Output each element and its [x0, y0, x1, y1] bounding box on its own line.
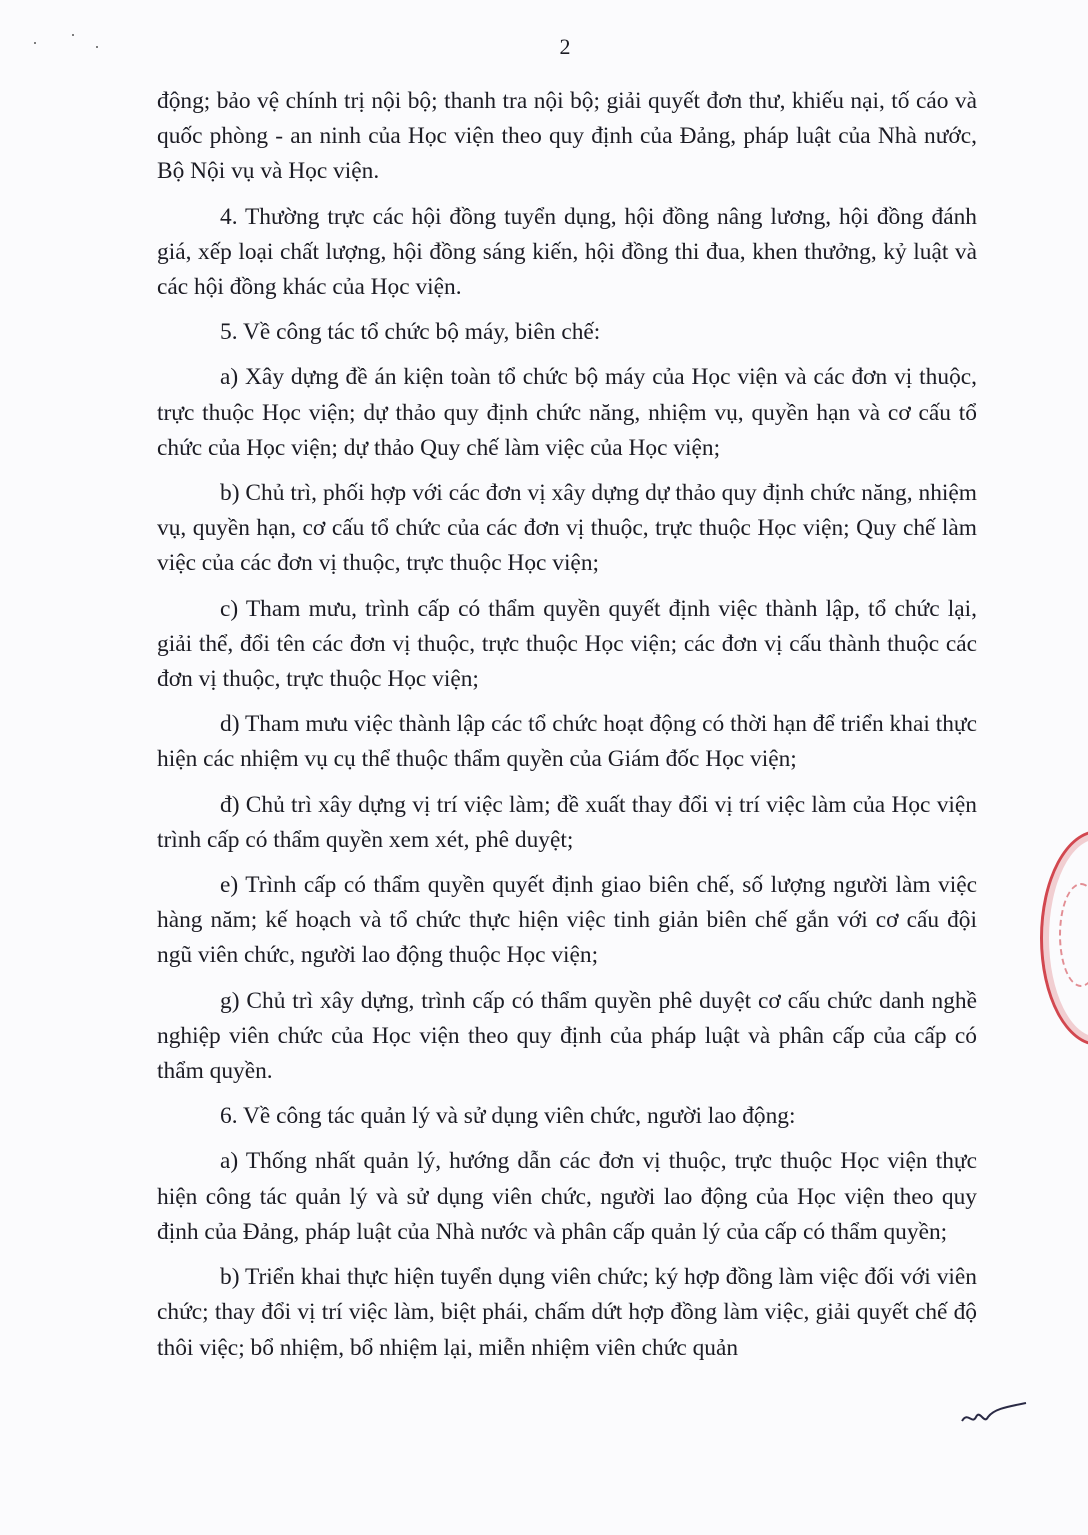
paragraph: c) Tham mưu, trình cấp có thẩm quyền quyết định việc thành lập, tổ chức lại, giải thể, đổi tên các đơn vị thuộc, trực thuộc Học viện; các đơn vị cấu thành thuộc các đơn vị thuộc, trực thuộc Học viện; — [157, 595, 977, 693]
paragraph: 5. Về công tác tổ chức bộ máy, biên chế: — [220, 319, 601, 346]
signature-mark — [958, 1395, 1028, 1435]
paragraph: đ) Chủ trì xây dựng vị trí việc làm; đề xuất thay đổi vị trí việc làm của Học viện trình cấp có thẩm quyền xem xét, phê duyệt; — [157, 791, 977, 853]
red-seal-stamp — [1040, 830, 1088, 1046]
paragraph: a) Thống nhất quản lý, hướng dẫn các đơn vị thuộc, trực thuộc Học viện thực hiện công tác quản lý và sử dụng viên chức, người lao động của Học viện theo quy định của Đảng, pháp luật của Nhà nước và phân cấp quản lý của cấp có thẩm quyền; — [157, 1148, 977, 1245]
stamp-inner-ring — [1059, 883, 1088, 987]
paragraph: 6. Về công tác quản lý và sử dụng viên chức, người lao động: — [220, 1103, 796, 1130]
paragraph: động; bảo vệ chính trị nội bộ; thanh tra nội bộ; giải quyết đơn thư, khiếu nại, tố cáo và quốc phòng - an ninh của Học viện theo quy định của Đảng, pháp luật của Nhà nước, Bộ Nội vụ và Học viện. — [157, 88, 977, 185]
page-number: 2 — [559, 34, 571, 59]
paragraph: e) Trình cấp có thẩm quyền quyết định giao biên chế, số lượng người làm việc hàng năm; kế hoạch và tổ chức thực hiện việc tinh giản biên chế gắn với cơ cấu đội ngũ viên chức, người lao động thuộc Học viện; — [157, 872, 977, 969]
paragraph: a) Xây dựng đề án kiện toàn tổ chức bộ máy của Học viện và các đơn vị thuộc, trực thuộc Học viện; dự thảo quy định chức năng, nhiệm vụ, quyền hạn và cơ cấu tổ chức của Học viện; dự thảo Quy chế làm việc của Học viện; — [157, 364, 977, 461]
paragraph: d) Tham mưu việc thành lập các tổ chức hoạt động có thời hạn để triển khai thực hiện các nhiệm vụ cụ thể thuộc thẩm quyền của Giám đốc Học viện; — [157, 711, 977, 773]
document-body — [157, 84, 977, 1376]
paragraph: b) Triển khai thực hiện tuyển dụng viên chức; ký hợp đồng làm việc đối với viên chức; thay đổi vị trí việc làm, biệt phái, chấm dứt hợp đồng làm việc, giải quyết chế độ thôi việc; bổ nhiệm, bổ nhiệm lại, miễn nhiệm viên chức quản — [157, 1264, 977, 1361]
paragraph: b) Chủ trì, phối hợp với các đơn vị xây dựng dự thảo quy định chức năng, nhiệm vụ, quyền hạn, cơ cấu tổ chức của các đơn vị thuộc, trực thuộc Học viện; Quy chế làm việc của các đơn vị thuộc, trực thuộc Học viện; — [157, 480, 977, 577]
paragraph: g) Chủ trì xây dựng, trình cấp có thẩm quyền phê duyệt cơ cấu chức danh nghề nghiệp viên chức của Học viện theo quy định của pháp luật và phân cấp của cấp có thẩm quyền. — [157, 987, 977, 1085]
paragraph: 4. Thường trực các hội đồng tuyển dụng, hội đồng nâng lương, hội đồng đánh giá, xếp loại chất lượng, hội đồng sáng kiến, hội đồng thi đua, khen thưởng, kỷ luật và các hội đồng khác của Học viện. — [157, 203, 977, 301]
